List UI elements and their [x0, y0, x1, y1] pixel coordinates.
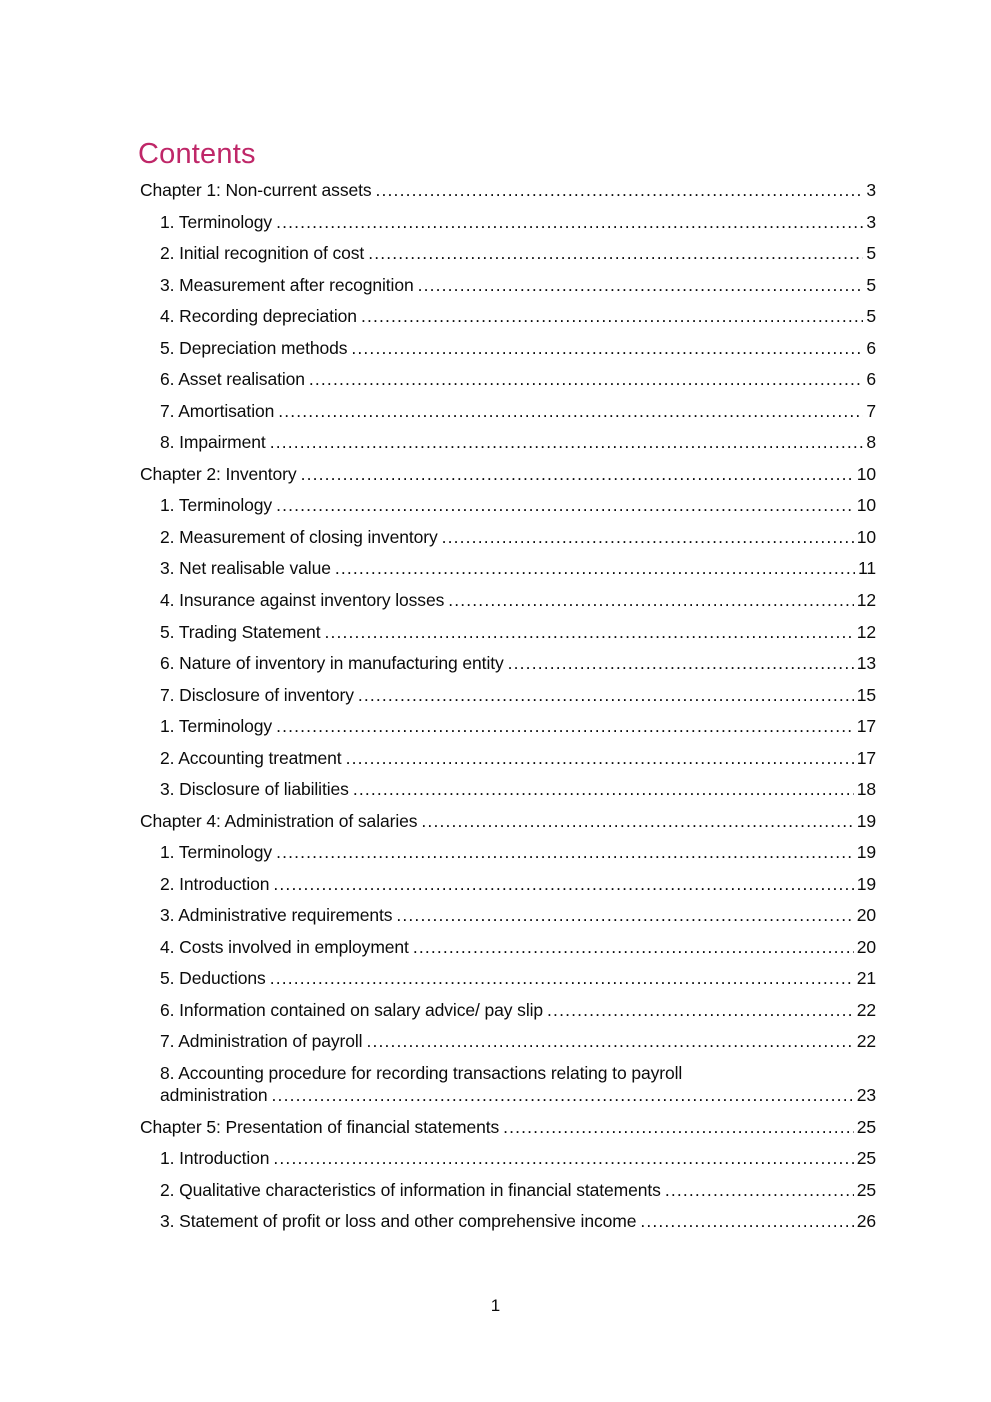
toc-entry-page-number: 3	[866, 180, 876, 201]
toc-entry-page-number: 8	[866, 432, 876, 453]
toc-entry-label: 3. Administrative requirements	[160, 905, 393, 926]
toc-entry-continuation-row	[160, 1085, 876, 1106]
toc-entry[interactable]	[138, 1175, 876, 1207]
dot-leader	[376, 184, 863, 202]
toc-entry-label: 3. Measurement after recognition	[160, 274, 414, 295]
toc-entry[interactable]	[138, 490, 876, 522]
dot-leader	[309, 373, 863, 391]
toc-entry-page-number: 5	[866, 274, 876, 295]
toc-entry-label: Chapter 1: Non-current assets	[140, 180, 372, 201]
toc-entry[interactable]	[138, 585, 876, 617]
toc-entry-page-number: 6	[866, 369, 876, 390]
toc-entry-page-number: 20	[856, 905, 876, 926]
toc-entry-page-number: 19	[856, 842, 876, 863]
toc-entry-label: 6. Information contained on salary advice/ pay slip	[160, 999, 544, 1020]
toc-entry[interactable]	[138, 900, 876, 932]
toc-entry[interactable]	[138, 837, 876, 869]
toc-entry[interactable]	[138, 522, 876, 554]
toc-entry-label: 1. Terminology	[160, 495, 273, 516]
toc-entry[interactable]	[138, 238, 876, 270]
toc-entry-page-number: 25	[856, 1179, 876, 1200]
toc-entry-label: 4. Recording depreciation	[160, 306, 357, 327]
dot-leader	[508, 657, 854, 675]
toc-entry-label: 7. Amortisation	[160, 400, 275, 421]
dot-leader	[324, 625, 853, 643]
toc-entry[interactable]	[138, 396, 876, 428]
toc-entry-label: 5. Depreciation methods	[160, 337, 348, 358]
toc-entry-page-number: 15	[856, 684, 876, 705]
dot-leader	[346, 752, 854, 770]
toc-entry-page-number: 19	[856, 873, 876, 894]
toc-entry-page-number: 19	[856, 810, 876, 831]
toc-entry-label: 7. Disclosure of inventory	[160, 684, 354, 705]
toc-entry-page-number: 22	[856, 999, 876, 1020]
toc-entry-label: 2. Introduction	[160, 873, 270, 894]
toc-entry-label: 1. Terminology	[160, 716, 273, 737]
dot-leader	[278, 405, 863, 423]
toc-entry[interactable]	[138, 270, 876, 302]
toc-entry[interactable]	[138, 1026, 876, 1058]
dot-leader	[301, 468, 854, 486]
toc-entry-page-number: 10	[856, 526, 876, 547]
toc-entry-label: 2. Initial recognition of cost	[160, 243, 365, 264]
toc-entry-page-number: 10	[856, 463, 876, 484]
toc-entry-page-number: 13	[856, 653, 876, 674]
footer-page-number: 1	[490, 1296, 501, 1315]
toc-entry-label: 6. Nature of inventory in manufacturing entity	[160, 653, 504, 674]
dot-leader	[276, 215, 863, 233]
toc-entry-label: 3. Statement of profit or loss and other comprehensive income	[160, 1211, 637, 1232]
toc-entry-label: 2. Measurement of closing inventory	[160, 526, 438, 547]
toc-entry-label: 2. Qualitative characteristics of information in financial statements	[160, 1179, 661, 1200]
toc-entry[interactable]	[138, 459, 876, 491]
toc-entry[interactable]	[138, 711, 876, 743]
dot-leader	[396, 909, 853, 927]
toc-entry-label: 1. Terminology	[160, 211, 273, 232]
toc-entry-label-continuation: administration	[160, 1085, 268, 1106]
toc-entry-page-number: 17	[856, 716, 876, 737]
toc-entry-page-number: 20	[856, 936, 876, 957]
toc-entry[interactable]	[138, 806, 876, 838]
dot-leader	[366, 1035, 853, 1053]
toc-entry-page-number: 10	[856, 495, 876, 516]
dot-leader	[270, 972, 854, 990]
toc-entry-label: 1. Terminology	[160, 842, 273, 863]
toc-entry[interactable]	[138, 774, 876, 806]
dot-leader	[547, 1004, 854, 1022]
toc-entry-label: 8. Accounting procedure for recording transactions relating to payroll	[160, 1062, 683, 1083]
toc-entry[interactable]	[138, 680, 876, 712]
dot-leader	[272, 1089, 854, 1107]
dot-leader	[276, 846, 854, 864]
toc-entry-label: 1. Introduction	[160, 1148, 270, 1169]
toc-entry[interactable]	[138, 333, 876, 365]
toc-entry-label: 6. Asset realisation	[160, 369, 305, 390]
toc-entry-page-number: 12	[856, 590, 876, 610]
toc-entry-page-number: 11	[858, 558, 876, 579]
page-title: Contents	[138, 138, 256, 170]
dot-leader	[361, 310, 863, 328]
toc-entry[interactable]	[138, 207, 876, 239]
toc-entry-page-number: 21	[856, 968, 876, 989]
dot-leader	[353, 783, 854, 801]
toc-entry-page-number: 6	[866, 337, 876, 358]
toc-entry-label: 2. Accounting treatment	[160, 747, 342, 768]
toc-entry[interactable]	[138, 1112, 876, 1144]
toc-entry[interactable]	[138, 427, 876, 459]
toc-entry[interactable]	[138, 963, 876, 995]
dot-leader	[335, 562, 855, 580]
toc-entry[interactable]	[138, 648, 876, 680]
toc-entry[interactable]	[138, 995, 876, 1027]
toc-entry-page-number: 12	[856, 621, 876, 642]
toc-entry-page-number: 25	[856, 1148, 876, 1169]
dot-leader	[351, 342, 863, 360]
toc-entry-page-number: 17	[856, 747, 876, 768]
toc-entry[interactable]	[138, 301, 876, 333]
dot-leader	[276, 720, 854, 738]
toc-entry-page-number: 26	[856, 1211, 876, 1232]
dot-leader	[273, 878, 853, 896]
toc-entry[interactable]	[138, 869, 876, 901]
toc-entry[interactable]	[138, 175, 876, 207]
dot-leader	[418, 279, 863, 297]
toc-entry-page-number: 22	[856, 1031, 876, 1052]
dot-leader	[358, 688, 854, 706]
dot-leader	[442, 531, 854, 549]
toc-entry[interactable]	[138, 364, 876, 396]
dot-leader	[448, 594, 853, 612]
toc-entry[interactable]	[138, 616, 876, 648]
toc-entry-label: Chapter 4: Administration of salaries	[140, 810, 418, 831]
toc-entry-label: 8. Impairment	[160, 432, 266, 453]
dot-leader	[273, 1152, 853, 1170]
toc-entry-label: 3. Disclosure of liabilities	[160, 779, 349, 800]
toc-entry-page-number: 7	[866, 400, 876, 421]
dot-leader	[665, 1184, 854, 1202]
toc-entry[interactable]	[138, 1206, 876, 1238]
dot-leader	[640, 1215, 853, 1233]
toc-entry[interactable]	[138, 553, 876, 585]
toc-entry-page-number: 3	[866, 211, 876, 232]
dot-leader	[421, 815, 853, 833]
dot-leader	[276, 499, 854, 517]
toc-entry-page-number: 18	[856, 779, 876, 800]
toc-entry-label: Chapter 2: Inventory	[140, 463, 297, 484]
toc-entry-page-number: 23	[856, 1085, 876, 1106]
dot-leader	[368, 247, 863, 265]
toc-entry-label: 3. Net realisable value	[160, 558, 331, 579]
dot-leader	[413, 941, 854, 959]
toc-entry-label: 4. Insurance against inventory losses	[160, 590, 445, 610]
dot-leader	[270, 436, 863, 454]
toc-entry[interactable]	[138, 1058, 876, 1112]
dot-leader	[503, 1121, 854, 1139]
toc-entry-page-number: 25	[856, 1116, 876, 1137]
toc-entry[interactable]	[138, 743, 876, 775]
toc-entry-label: 7. Administration of payroll	[160, 1031, 363, 1052]
toc-entry[interactable]	[138, 932, 876, 964]
toc-entry-label: Chapter 5: Presentation of financial statements	[140, 1116, 500, 1137]
toc-entry-label: 4. Costs involved in employment	[160, 936, 409, 957]
toc-entry-page-number: 5	[866, 243, 876, 264]
table-of-contents	[138, 140, 876, 1238]
toc-entry-page-number: 5	[866, 306, 876, 327]
toc-list	[138, 175, 876, 1238]
toc-entry[interactable]	[138, 1143, 876, 1175]
toc-entry-label: 5. Trading Statement	[160, 621, 321, 642]
toc-entry-label: 5. Deductions	[160, 968, 266, 989]
